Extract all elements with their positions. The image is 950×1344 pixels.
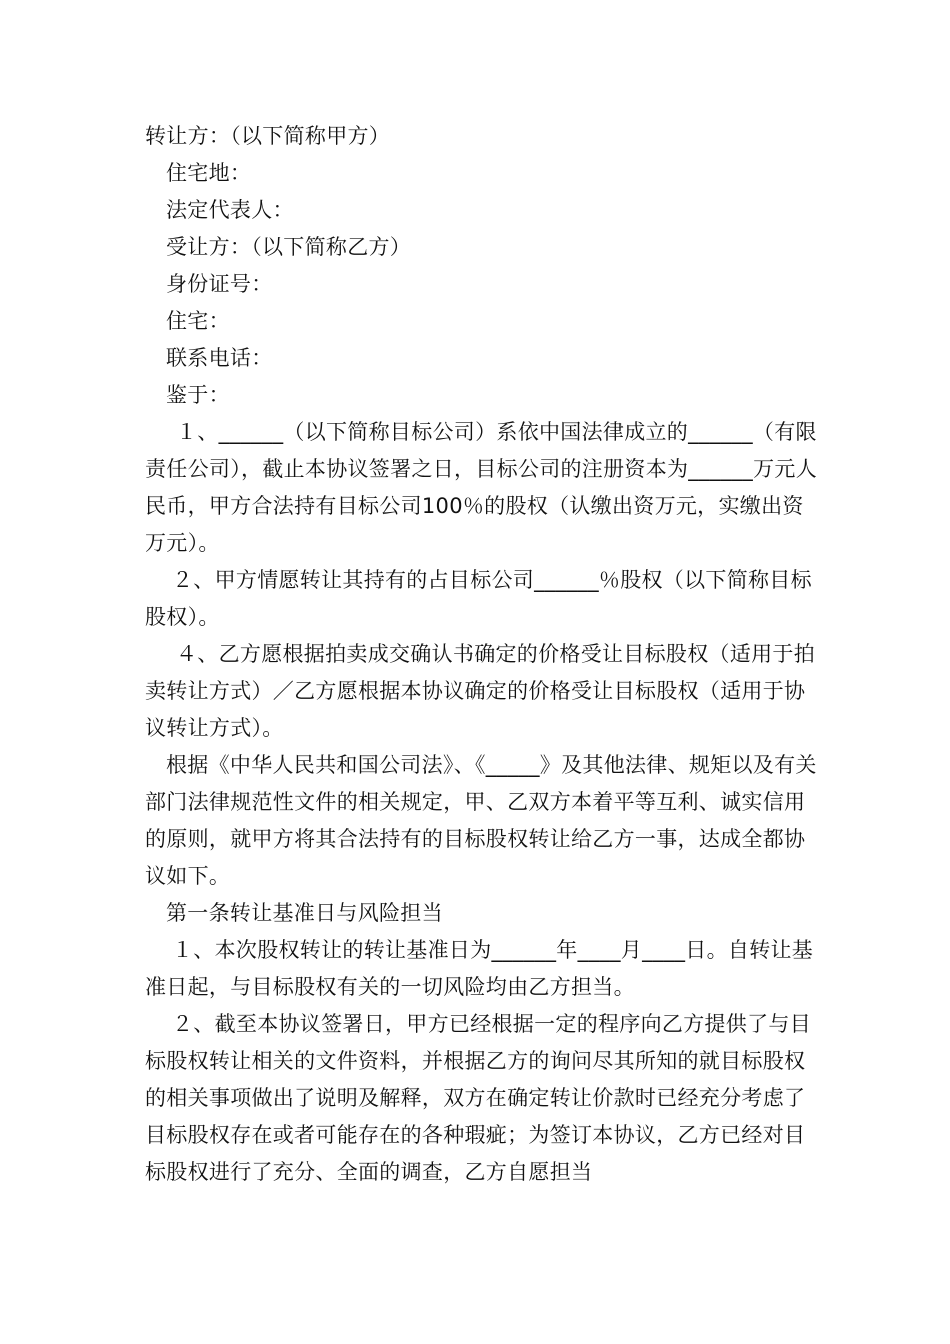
whereas-item-2: ２、甲方情愿转让其持有的占目标公司______％股权（以下简称目标股权）。: [145, 568, 812, 629]
whereas-heading: 鉴于：: [166, 383, 230, 407]
residence-line: 住宅地：: [166, 161, 252, 185]
transferor-line: 转让方：（以下简称甲方）: [145, 124, 391, 148]
document-body: [145, 118, 817, 1191]
article-1-heading: 第一条转让基准日与风险担当: [166, 901, 443, 925]
address-line: 住宅：: [166, 309, 230, 333]
article-1-clause-2: ２、截至本协议签署日，甲方已经根据一定的程序向乙方提供了与目标股权转让相关的文件资料，并根据乙方的询问尽其所知的就目标股权的相关事项做出了说明及解释，双方在确定转让价款时已经充分考虑了目标股权存在或者可能存在的各种瑕疵；为签订本协议，乙方已经对目标股权进行了充分、全面的调查，乙方自愿担当: [145, 1012, 811, 1184]
article-1-clause-1: １、本次股权转让的转让基准日为______年____月____日。自转让基准日起，与目标股权有关的一切风险均由乙方担当。: [145, 938, 814, 999]
transferee-line: 受让方：（以下简称乙方）: [166, 235, 412, 259]
id-number-line: 身份证号：: [166, 272, 273, 296]
whereas-item-4: ４、乙方愿根据拍卖成交确认书确定的价格受让目标股权（适用于拍卖转让方式）／乙方愿根据本协议确定的价格受让目标股权（适用于协议转让方式）。: [145, 642, 815, 740]
legal-representative-line: 法定代表人：: [166, 198, 294, 222]
legal-basis-paragraph: 根据《中华人民共和国公司法》、《_____》及其他法律、规矩以及有关部门法律规范性文件的相关规定，甲、乙双方本着平等互利、诚实信用的原则，就甲方将其合法持有的目标股权转让给乙方一事，达成全都协议如下。: [145, 753, 817, 888]
phone-line: 联系电话：: [166, 346, 273, 370]
whereas-item-1: １、______（以下简称目标公司）系依中国法律成立的______（有限责任公司），截止本协议签署之日，目标公司的注册资本为______万元人民币，甲方合法持有目标公司100％的股权（认缴出资万元，实缴出资万元）。: [145, 420, 817, 555]
